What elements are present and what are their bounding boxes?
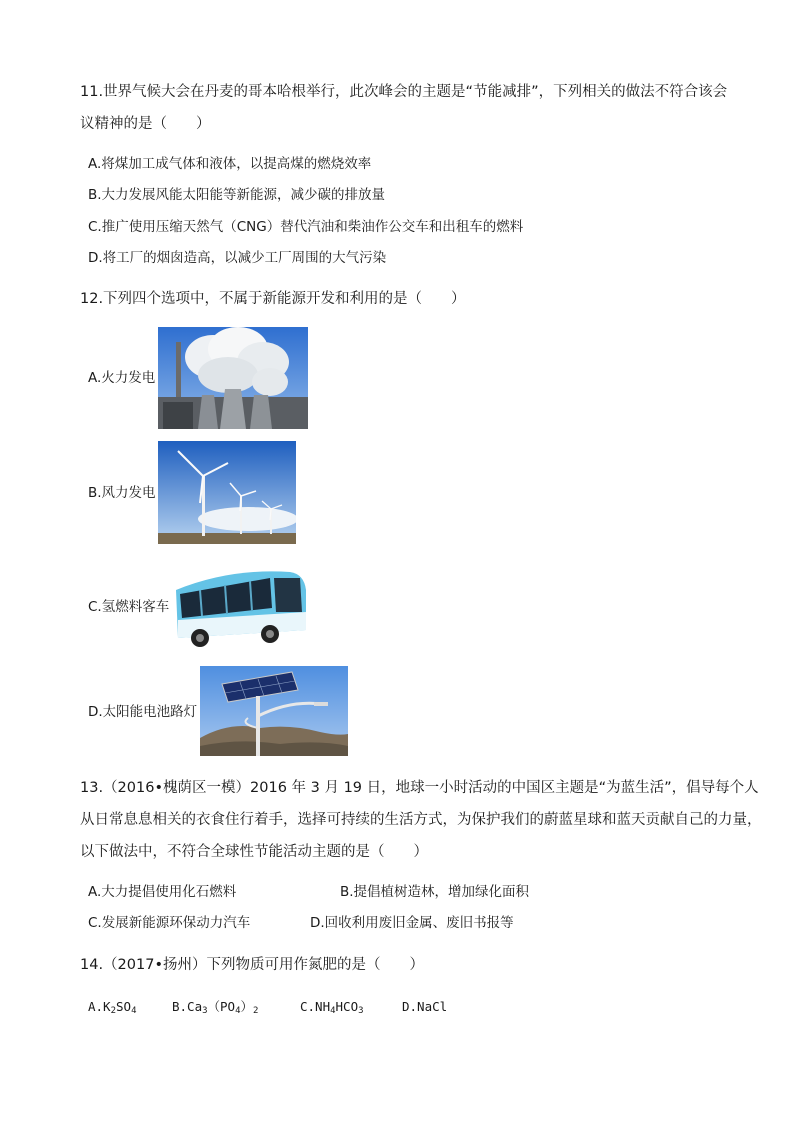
q13-option-c: C.发展新能源环保动力汽车	[88, 915, 251, 931]
q12-option-c-label: C.氢燃料客车	[88, 599, 170, 615]
q12-option-d-label: D.太阳能电池路灯	[88, 704, 198, 720]
q13-stem-line2: 从日常息息相关的衣食住行着手，选择可持续的生活方式，为保护我们的蔚蓝星球和蓝天贡献自己的力量，	[80, 812, 762, 828]
q11-option-a: A.将煤加工成气体和液体，以提高煤的燃烧效率	[88, 156, 372, 172]
power-plant-photo	[158, 327, 308, 429]
q13-option-d: D.回收利用废旧金属、废旧书报等	[310, 915, 514, 931]
q14-option-b: $B.Ca_3(PO_4)_2$	[172, 999, 259, 1016]
q13-stem-line3: 以下做法中，不符合全球性节能活动主题的是（ ）	[80, 844, 428, 860]
q12-stem: 12.下列四个选项中，不属于新能源开发和利用的是（ ）	[80, 291, 466, 307]
q11-stem-line2: 议精神的是（ ）	[80, 116, 211, 132]
q14-stem: 14.（2017•扬州）下列物质可用作氮肥的是（ ）	[80, 957, 425, 973]
q11-option-b: B.大力发展风能太阳能等新能源，减少碳的排放量	[88, 187, 386, 203]
q13-option-a: A.大力提倡使用化石燃料	[88, 884, 237, 900]
q12-option-b-label: B.风力发电	[88, 485, 156, 501]
bus-photo	[170, 560, 308, 654]
q11-stem-line1: 11.世界气候大会在丹麦的哥本哈根举行，此次峰会的主题是“节能减排”，下列相关的做法不符合该会	[80, 84, 728, 100]
q14-option-d: D.NaCl	[402, 999, 448, 1014]
q11-option-d: D.将工厂的烟囱造高，以减少工厂周围的大气污染	[88, 250, 387, 266]
q14-option-a: $A.K_2SO_4$	[88, 999, 137, 1016]
q13-stem-line1: 13.（2016•槐荫区一模）2016 年 3 月 19 日，地球一小时活动的中国区主题是“为蓝生活”，倡导每个人	[80, 780, 759, 796]
solar-street-lamp-photo	[200, 666, 348, 756]
q13-option-b: B.提倡植树造林，增加绿化面积	[340, 884, 530, 900]
q14-option-c: $C.NH_4HCO_3$	[300, 999, 364, 1016]
wind-turbines-photo	[158, 441, 296, 544]
q12-option-a-label: A.火力发电	[88, 370, 156, 386]
q11-option-c: C.推广使用压缩天然气（CNG）替代汽油和柴油作公交车和出租车的燃料	[88, 219, 524, 235]
